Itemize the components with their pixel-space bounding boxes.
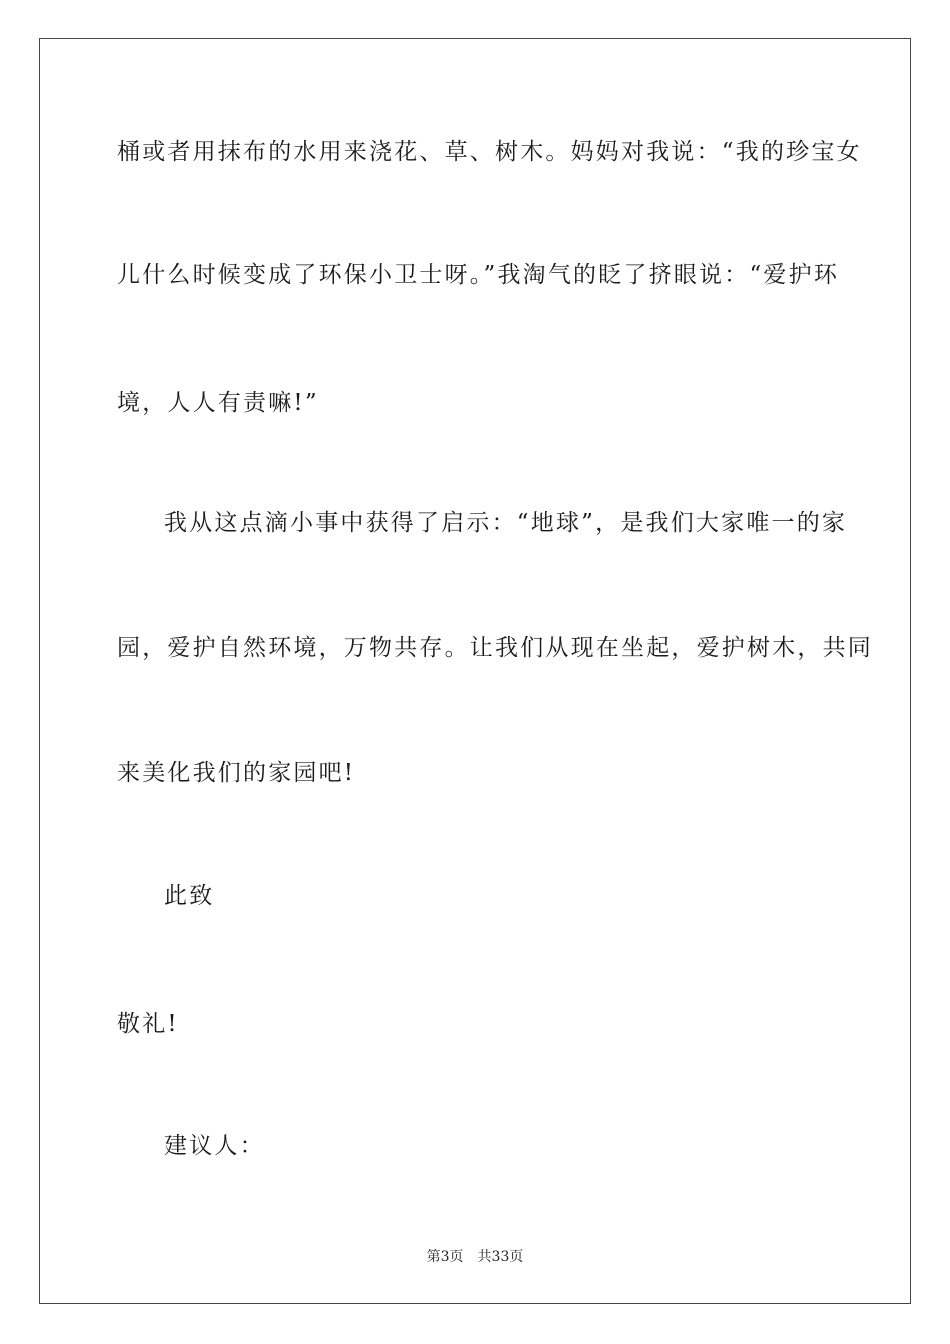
paragraph-2-line-3: 来美化我们的家园吧! <box>117 760 356 786</box>
closing-respect: 敬礼! <box>117 1011 179 1037</box>
closing-salutation: 此致 <box>164 883 215 909</box>
page-total: 共33页 <box>477 1249 524 1265</box>
paragraph-2-line-2: 园，爱护自然环境，万物共存。让我们从现在坐起，爱护树木，共同 <box>117 635 873 661</box>
page-number: 第3页 <box>426 1249 464 1265</box>
paragraph-1-line-1: 桶或者用抹布的水用来浇花、草、树木。妈妈对我说：“我的珍宝女 <box>117 139 862 165</box>
paragraph-1-line-2: 儿什么时候变成了环保小卫士呀。”我淘气的眨了挤眼说：“爱护环 <box>117 262 840 288</box>
page-frame <box>39 38 911 1304</box>
paragraph-2-line-1: 我从这点滴小事中获得了启示：“地球”，是我们大家唯一的家 <box>164 510 848 536</box>
paragraph-1-line-3: 境，人人有责嘛!” <box>117 390 319 416</box>
page-footer <box>0 1246 950 1266</box>
signature-label: 建议人： <box>164 1133 265 1159</box>
